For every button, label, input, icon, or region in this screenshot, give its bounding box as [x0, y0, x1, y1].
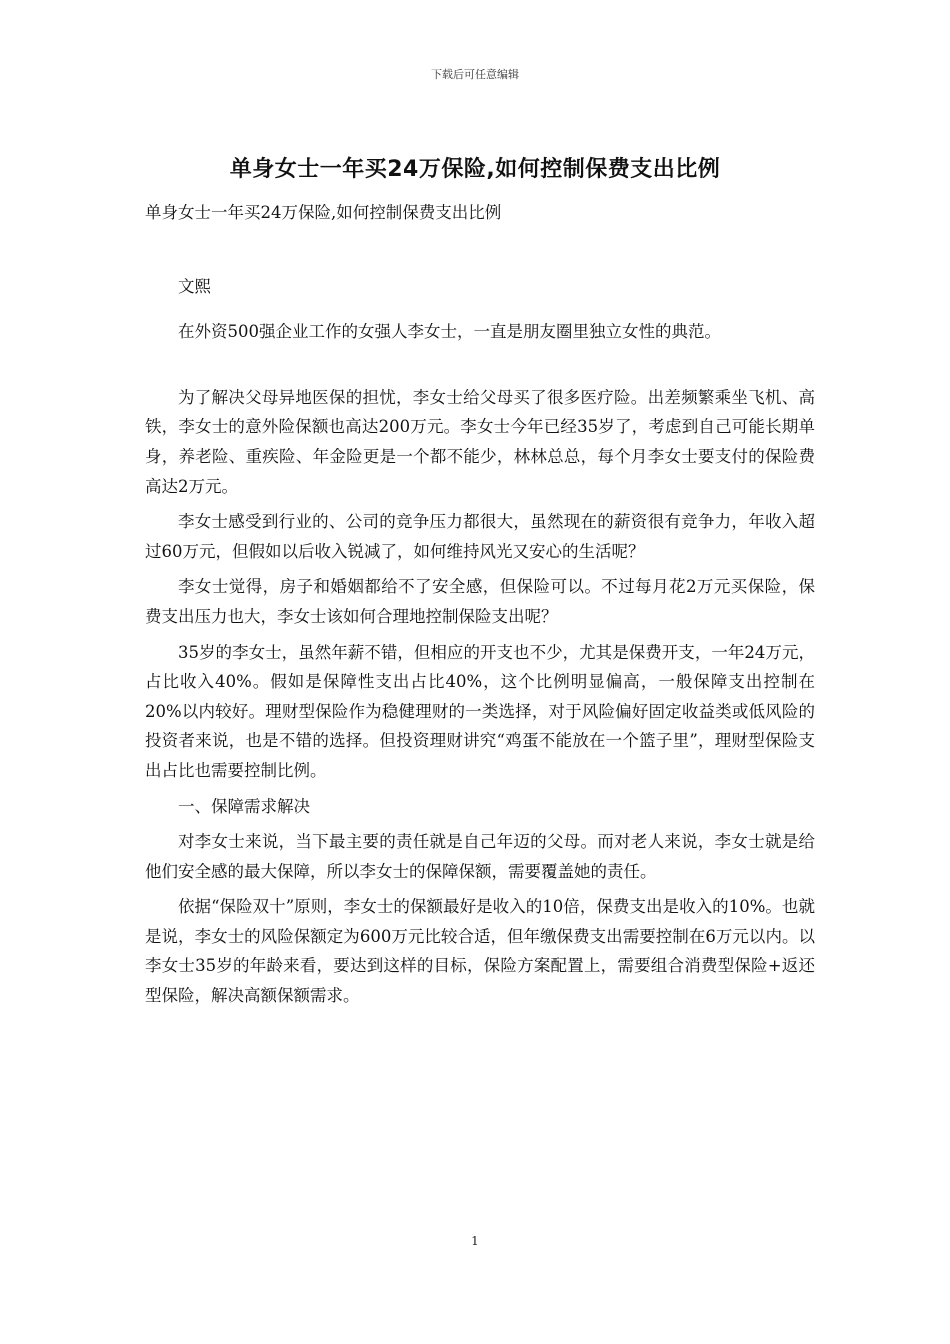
subtitle: 单身女士一年买24万保险,如何控制保费支出比例 — [145, 203, 502, 222]
paragraph: 对李女士来说，当下最主要的责任就是自己年迈的父母。而对老人来说，李女士就是给他们安全感的最大保障，所以李女士的保障保额，需要覆盖她的责任。 — [145, 832, 815, 881]
author: 文熙 — [178, 276, 211, 296]
page-header: 下载后可任意编辑 — [431, 68, 519, 81]
paragraph: 李女士感受到行业的、公司的竞争压力都很大，虽然现在的薪资很有竞争力，年收入超过60万元，但假如以后收入锐减了，如何维持风光又安心的生活呢？ — [145, 512, 815, 561]
section-heading: 一、保障需求解决 — [178, 796, 310, 816]
paragraph: 35岁的李女士，虽然年薪不错，但相应的开支也不少，尤其是保费开支，一年24万元，占比收入40%。假如是保障性支出占比40%，这个比例明显偏高，一般保障支出控制在20%以内较好。理财型保险作为稳健理财的一类选择，对于风险偏好固定收益类或低风险的投资者来说，也是不错的选择。但投资理财讲究“鸡蛋不能放在一个篮子里”，理财型保险支出占比也需要控制比例。 — [145, 642, 815, 780]
document-body — [145, 198, 815, 1011]
document-title: 单身女士一年买24万保险,如何控制保费支出比例 — [229, 157, 721, 182]
paragraph: 在外资500强企业工作的女强人李女士，一直是朋友圈里独立女性的典范。 — [178, 322, 721, 342]
page-number: 1 — [471, 1234, 479, 1248]
paragraph: 李女士觉得，房子和婚姻都给不了安全感，但保险可以。不过每月花2万元买保险，保费支出压力也大，李女士该如何合理地控制保险支出呢？ — [145, 577, 815, 626]
paragraph: 为了解决父母异地医保的担忧，李女士给父母买了很多医疗险。出差频繁乘坐飞机、高铁，李女士的意外险保额也高达200万元。李女士今年已经35岁了，考虑到自己可能长期单身，养老险、重疾险、年金险更是一个都不能少，林林总总，每个月李女士要支付的保险费高达2万元。 — [145, 387, 815, 496]
paragraph: 依据“保险双十”原则，李女士的保额最好是收入的10倍，保费支出是收入的10%。也就是说，李女士的风险保额定为600万元比较合适，但年缴保费支出需要控制在6万元以内。以李女士35岁的年龄来看，要达到这样的目标，保险方案配置上，需要组合消费型保险+返还型保险，解决高额保额需求。 — [145, 897, 815, 1006]
